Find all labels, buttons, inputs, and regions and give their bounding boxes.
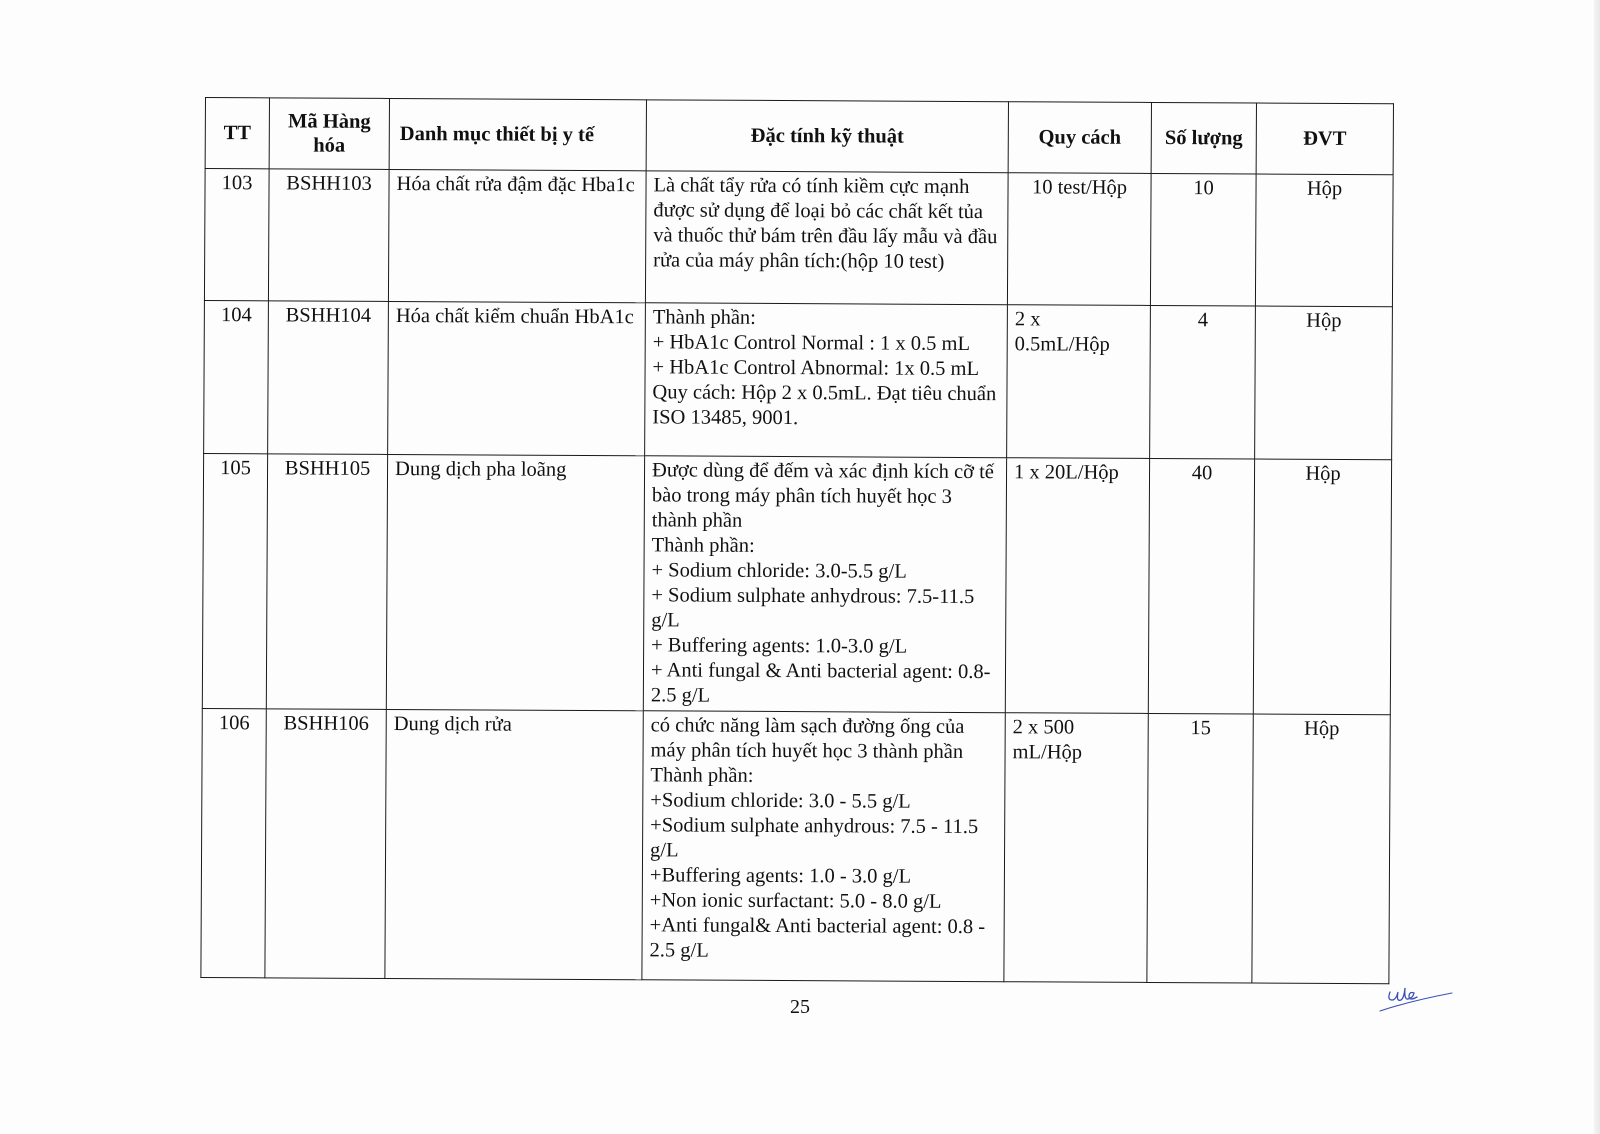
cell-dvt: Hộp bbox=[1253, 459, 1391, 715]
header-quy-cach: Quy cách bbox=[1008, 102, 1151, 174]
cell-dac-tinh: Được dùng để đếm và xác định kích cỡ tế bào trong máy phân tích huyết học 3 thành phần Thành phần: + Sodium chloride: 3.0-5.5 g/L + Sodium sulphate anhydrous: 7.5-11.5 g/L + Buffering agents: 1.0-3.0 g/L + Anti fungal & Anti bacterial agent: 0.8-2.5 g/L bbox=[643, 456, 1006, 713]
cell-dvt: Hộp bbox=[1252, 714, 1390, 984]
header-danh-muc: Danh mục thiết bị y tế bbox=[389, 98, 646, 170]
header-ma-hang-hoa: Mã Hàng hóa bbox=[269, 98, 389, 170]
cell-danh-muc: Dung dịch rửa bbox=[385, 709, 643, 979]
table-body bbox=[201, 169, 1393, 984]
cell-tt: 103 bbox=[204, 169, 269, 301]
cell-so-luong: 40 bbox=[1148, 458, 1254, 714]
cell-danh-muc: Dung dịch pha loãng bbox=[386, 454, 644, 710]
cell-ma: BSHH106 bbox=[265, 709, 386, 979]
handwritten-initials-signature bbox=[1376, 976, 1456, 1016]
header-row bbox=[205, 98, 1393, 175]
cell-dvt: Hộp bbox=[1255, 306, 1393, 460]
cell-so-luong: 4 bbox=[1150, 305, 1256, 459]
page-number: 25 bbox=[790, 996, 810, 1018]
cell-dac-tinh: Thành phần: + HbA1c Control Normal : 1 x 0.5 mL + HbA1c Control Abnormal: 1x 0.5 mL Quy cách: Hộp 2 x 0.5mL. Đạt tiêu chuẩn ISO 13485, 9001. bbox=[645, 303, 1008, 458]
header-dac-tinh: Đặc tính kỹ thuật bbox=[646, 100, 1008, 173]
cell-dac-tinh: có chức năng làm sạch đường ống của máy phân tích huyết học 3 thành phần Thành phần: +Sodium chloride: 3.0 - 5.5 g/L +Sodium sulphate anhydrous: 7.5 - 11.5 g/L +Buffering agents: 1.0 - 3.0 g/L +Non ionic surfactant: 5.0 - 8.0 g/L +Anti fungal& Anti bacterial agent: 0.8 - 2.5 g/L bbox=[642, 711, 1005, 982]
cell-danh-muc: Hóa chất rửa đậm đặc Hba1c bbox=[388, 169, 646, 302]
cell-so-luong: 15 bbox=[1147, 713, 1253, 983]
cell-quy-cach: 1 x 20L/Hộp bbox=[1005, 458, 1149, 714]
cell-tt: 106 bbox=[201, 708, 266, 977]
cell-so-luong: 10 bbox=[1150, 173, 1256, 306]
header-dvt: ĐVT bbox=[1256, 103, 1393, 175]
table-header bbox=[205, 98, 1393, 175]
cell-quy-cach: 10 test/Hộp bbox=[1007, 173, 1151, 306]
cell-dvt: Hộp bbox=[1255, 174, 1393, 307]
cell-danh-muc: Hóa chất kiểm chuẩn HbA1c bbox=[388, 301, 646, 455]
table-row bbox=[204, 300, 1393, 459]
table-row bbox=[201, 708, 1390, 983]
table-row bbox=[202, 453, 1391, 714]
equipment-table bbox=[200, 97, 1394, 984]
table-row bbox=[204, 169, 1393, 307]
cell-tt: 104 bbox=[204, 300, 269, 453]
cell-dac-tinh: Là chất tẩy rửa có tính kiềm cực mạnh được sử dụng để loại bỏ các chất kết tủa và thuốc thử bám trên đầu lấy mẫu và đầu rửa của máy phân tích:(hộp 10 test) bbox=[645, 171, 1008, 305]
cell-quy-cach: 2 x 500 mL/Hộp bbox=[1004, 713, 1148, 983]
cell-ma: BSHH104 bbox=[268, 301, 389, 455]
header-tt: TT bbox=[205, 98, 269, 169]
scan-edge-shadow bbox=[1594, 0, 1600, 1134]
cell-ma: BSHH105 bbox=[266, 454, 387, 710]
cell-quy-cach: 2 x 0.5mL/Hộp bbox=[1007, 305, 1151, 459]
header-so-luong: Số lượng bbox=[1151, 102, 1256, 174]
cell-ma: BSHH103 bbox=[268, 169, 389, 302]
cell-tt: 105 bbox=[202, 453, 267, 708]
